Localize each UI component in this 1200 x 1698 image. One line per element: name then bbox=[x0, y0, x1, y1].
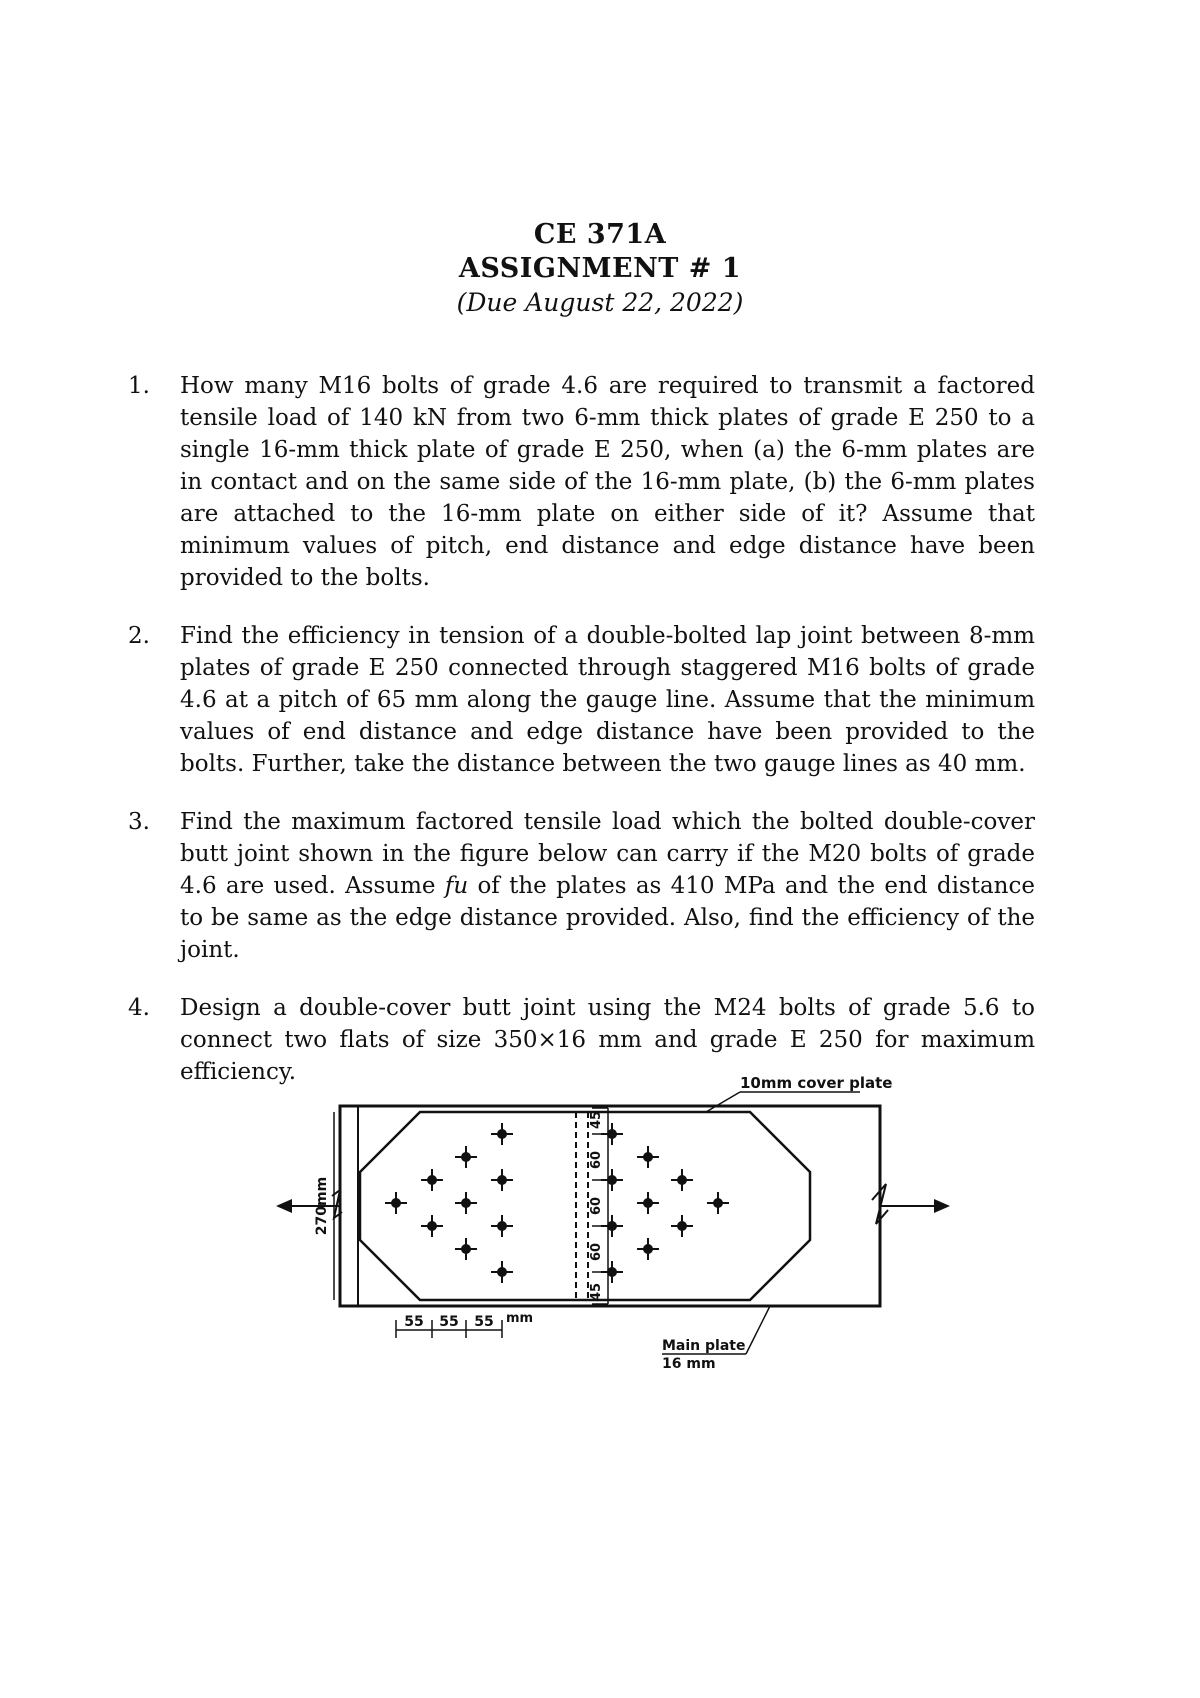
bolt bbox=[601, 1261, 623, 1283]
bolt bbox=[601, 1215, 623, 1237]
pitch-unit-label: mm bbox=[506, 1311, 534, 1326]
course-code: CE 371A bbox=[533, 219, 667, 250]
gauge-label: 60 bbox=[589, 1242, 604, 1262]
bolt bbox=[455, 1192, 477, 1214]
problem-text bbox=[180, 809, 1035, 963]
bolt bbox=[637, 1192, 659, 1214]
gauge-label: 60 bbox=[589, 1196, 604, 1216]
pitch-label: 55 bbox=[474, 1314, 494, 1330]
butt-joint-diagram bbox=[270, 1072, 990, 1372]
bolt bbox=[491, 1169, 513, 1191]
cover-plate-label: 10mm cover plate bbox=[740, 1074, 893, 1092]
ultimate-strength-symbol bbox=[445, 873, 468, 899]
gauge-label: 60 bbox=[589, 1150, 604, 1170]
problem-number: 4. bbox=[128, 995, 150, 1021]
bolt bbox=[455, 1238, 477, 1260]
bolt bbox=[455, 1146, 477, 1168]
main-plate-label: Main plate bbox=[662, 1338, 746, 1354]
width-label: 270mm bbox=[314, 1176, 330, 1236]
bolt bbox=[707, 1192, 729, 1214]
problem-3 bbox=[120, 806, 1035, 966]
left-load-arrowhead bbox=[276, 1199, 292, 1213]
problem-1 bbox=[120, 370, 1035, 594]
right-load-arrowhead bbox=[934, 1199, 950, 1213]
problem-list bbox=[120, 370, 1035, 1088]
bolt bbox=[421, 1169, 443, 1191]
problem-text: How many M16 bolts of grade 4.6 are required to transmit a factored tensile load of 140 kN from two 6-mm thick plates of grade E 250 to a single 16-mm thick plate of grade E 250, when (a) the 6-mm plates are in contact and on the same side of the 16-mm plate, (b) the 6-mm plates are attached to the 16-mm plate on either side of it? Assume that minimum values of pitch, end distance and edge distance have been provided to the bolts. bbox=[180, 373, 1035, 591]
pitch-dimension bbox=[396, 1311, 533, 1338]
cover-plate-outline bbox=[360, 1112, 810, 1300]
bolt bbox=[491, 1215, 513, 1237]
problem-text: Find the efficiency in tension of a double-bolted lap joint between 8-mm plates of grade E 250 connected through staggered M16 bolts of grade 4.6 at a pitch of 65 mm along the gauge line. Assume that the minimum values of end distance and edge distance have been provided to the bolts. Further, take the distance between the two gauge lines as 40 mm. bbox=[180, 623, 1035, 777]
pitch-label: 55 bbox=[404, 1314, 424, 1330]
problem-number: 2. bbox=[128, 623, 150, 649]
problem-text-part: of the plates as 410 MPa and the end distance to be same as the edge distance provided. Also, find the efficiency of the joint. bbox=[180, 873, 1035, 963]
problem-number: 3. bbox=[128, 809, 150, 835]
main-plate-leader bbox=[746, 1306, 770, 1354]
pitch-label: 55 bbox=[439, 1314, 459, 1330]
bolt bbox=[671, 1215, 693, 1237]
problem-number: 1. bbox=[128, 373, 150, 399]
butt-joint-figure bbox=[270, 1072, 990, 1372]
problem-text: Design a double-cover butt joint using the M24 bolts of grade 5.6 to connect two flats of size 350×16 mm and grade E 250 for maximum efficiency. bbox=[180, 995, 1035, 1085]
assignment-header bbox=[0, 218, 1200, 320]
bolt bbox=[601, 1123, 623, 1145]
right-break-mark bbox=[872, 1184, 888, 1224]
assignment-title: ASSIGNMENT # 1 bbox=[458, 253, 742, 284]
bolt-group bbox=[385, 1123, 729, 1283]
main-plate-thickness-label: 16 mm bbox=[662, 1356, 716, 1372]
fu-symbol-text: fu bbox=[444, 873, 469, 899]
bolt bbox=[601, 1169, 623, 1191]
bolt bbox=[421, 1215, 443, 1237]
gauge-labels bbox=[589, 1108, 608, 1304]
gauge-label: 45 bbox=[589, 1282, 604, 1302]
bolt bbox=[491, 1123, 513, 1145]
bolt bbox=[671, 1169, 693, 1191]
problem-text-part: Find the maximum factored tensile load which the bolted double-cover butt joint shown in the figure below can carry if the M20 bolts of grade 4.6 are used. Assume bbox=[180, 809, 1035, 899]
bolt bbox=[637, 1146, 659, 1168]
gauge-label: 45 bbox=[589, 1110, 604, 1130]
problem-2 bbox=[120, 620, 1035, 780]
bolt bbox=[637, 1238, 659, 1260]
bolt bbox=[491, 1261, 513, 1283]
bolt bbox=[385, 1192, 407, 1214]
cover-plate-leader bbox=[706, 1092, 740, 1112]
due-date: (Due August 22, 2022) bbox=[456, 288, 744, 317]
